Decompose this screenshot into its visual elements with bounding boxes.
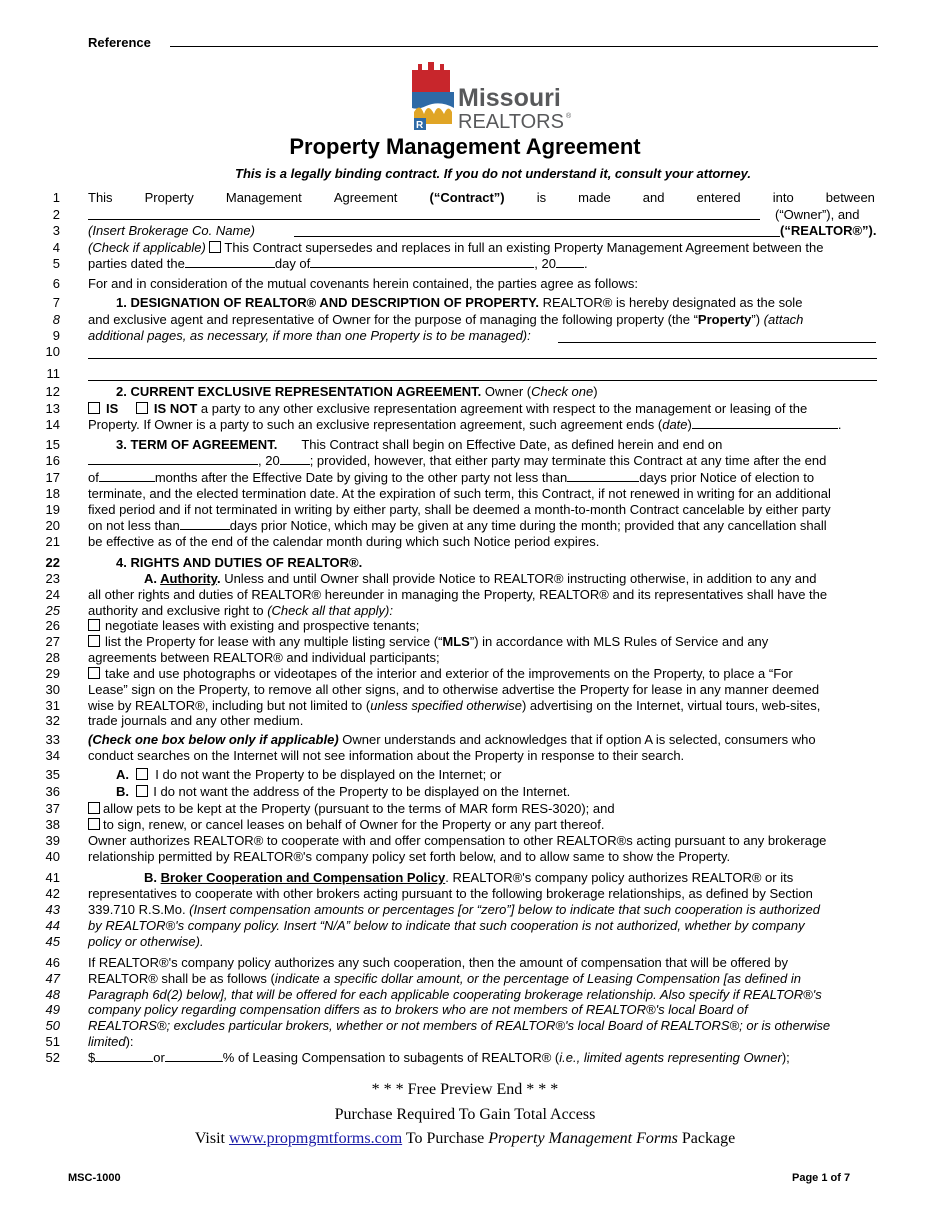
brokerage-name-field[interactable] bbox=[294, 222, 780, 237]
property-field-3[interactable] bbox=[88, 380, 877, 381]
line-50: REALTORS®; excludes particular brokers, whether or not members of REALTOR®'s local Board of REALTORS®; or is otherwise bbox=[88, 1018, 831, 1033]
logo-text-missouri: Missouri bbox=[458, 84, 561, 112]
purchase-required-notice: Purchase Required To Gain Total Access bbox=[334, 1106, 596, 1123]
line-34: conduct searches on the Internet will not see information about the Property in response to their search. bbox=[88, 748, 685, 763]
option-b-checkbox[interactable] bbox=[136, 785, 148, 797]
reference-label: Reference bbox=[88, 35, 151, 50]
dated-day-field[interactable] bbox=[185, 256, 275, 268]
line-7: 1. DESIGNATION OF REALTOR® AND DESCRIPTION OF PROPERTY. REALTOR® is hereby designated as the sole bbox=[116, 295, 803, 310]
negotiate-leases-checkbox[interactable] bbox=[88, 619, 100, 631]
line-19: fixed period and if not terminated in writing by either party, shall be deemed a month-to-month Contract cancelable by either party bbox=[88, 502, 831, 517]
brokerage-label: (Insert Brokerage Co. Name) bbox=[88, 223, 255, 238]
line-25: authority and exclusive right to (Check all that apply): bbox=[88, 603, 393, 618]
line-18: terminate, and the elected termination date. At the expiration of such term, this Contract, if not renewed in writing for an additional bbox=[88, 486, 831, 501]
line-16: , 20 ; provided, however, that either party may terminate this Contract at any time after the end bbox=[88, 453, 875, 469]
page-number: Page 1 of 7 bbox=[792, 1172, 851, 1184]
line-43: 339.710 R.S.Mo. (Insert compensation amounts or percentages [or “zero”] below to indicate that such cooperation is authorized bbox=[88, 902, 821, 917]
purchase-visit-line: Visit www.propmgmtforms.com To Purchase Property Management Forms Package bbox=[194, 1130, 736, 1147]
notice-days-field[interactable] bbox=[567, 470, 639, 482]
line-5: parties dated the day of , 20 . bbox=[88, 256, 588, 271]
line-33: (Check one box below only if applicable) Owner understands and acknowledges that if option A is selected, consumers who bbox=[88, 732, 816, 747]
line-12: 2. CURRENT EXCLUSIVE REPRESENTATION AGREEMENT. Owner (Check one) bbox=[116, 384, 598, 399]
dated-month-field[interactable] bbox=[310, 256, 534, 268]
line-51: limited): bbox=[88, 1034, 134, 1049]
property-field-1[interactable] bbox=[558, 342, 876, 343]
line-39: Owner authorizes REALTOR® to cooperate with and offer compensation to other REALTOR®s acting pursuant to any brokerage bbox=[88, 833, 827, 848]
supersede-checkbox[interactable] bbox=[209, 241, 221, 253]
owner-name-field[interactable] bbox=[88, 205, 760, 220]
line-38: to sign, renew, or cancel leases on behalf of Owner for the Property or any part thereof. bbox=[88, 817, 875, 833]
line-14: Property. If Owner is a party to such an exclusive representation agreement, such agreement ends (date) . bbox=[88, 417, 842, 432]
line-42: representatives to cooperate with other brokers acting pursuant to the following brokerage relationships, as defined by Section bbox=[88, 886, 813, 901]
line-28: agreements between REALTOR® and individual participants; bbox=[88, 650, 440, 665]
preview-end-notice: * * * Free Preview End * * * bbox=[371, 1081, 559, 1098]
is-not-checkbox[interactable] bbox=[136, 402, 148, 414]
line-24: all other rights and duties of REALTOR® hereunder in managing the Property, REALTOR® and its representatives shall have the bbox=[88, 587, 828, 602]
line-47: REALTOR® shall be as follows (indicate a specific dollar amount, or the percentage of Leasing Compensation [as defined in bbox=[88, 971, 801, 986]
line-49: company policy regarding compensation differs as to brokers who are not members of REALTOR®'s local Board of bbox=[88, 1002, 748, 1017]
line-26: negotiate leases with existing and prospective tenants; bbox=[88, 618, 875, 634]
line-8: and exclusive agent and representative of Owner for the purpose of managing the following property (the “Property”) (attach bbox=[88, 312, 804, 327]
line-29: take and use photographs or videotapes of the interior and exterior of the improvements on the Property, to place a “For bbox=[88, 666, 875, 682]
line-40: relationship permitted by REALTOR®'s company policy set forth below, and to allow same to show the Property. bbox=[88, 849, 731, 864]
months-field[interactable] bbox=[99, 470, 155, 482]
missouri-realtors-logo bbox=[410, 62, 580, 132]
line-17: of months after the Effective Date by giving to the other party not less than days prior Notice of election to bbox=[88, 470, 815, 485]
line-44: by REALTOR®'s company policy. Insert “N/A” below to indicate that such cooperation is not authorized, whether by company bbox=[88, 918, 805, 933]
document-subtitle: This is a legally binding contract. If you do not understand it, consult your attorney. bbox=[235, 166, 751, 181]
owner-label: (“Owner”), and bbox=[775, 207, 860, 222]
option-a-checkbox[interactable] bbox=[136, 768, 148, 780]
agreement-end-date-field[interactable] bbox=[692, 417, 838, 429]
term-end-year-field[interactable] bbox=[280, 453, 310, 465]
svg-text:R: R bbox=[416, 120, 424, 131]
line-52: $ or % of Leasing Compensation to subagents of REALTOR® (i.e., limited agents representing Owner); bbox=[88, 1050, 790, 1065]
line-15: 3. TERM OF AGREEMENT. This Contract shall begin on Effective Date, as defined herein and end on bbox=[116, 437, 723, 452]
property-field-2[interactable] bbox=[88, 358, 877, 359]
line-36: B. I do not want the address of the Property to be displayed on the Internet. bbox=[116, 784, 571, 799]
sign-leases-checkbox[interactable] bbox=[88, 818, 100, 830]
is-checkbox[interactable] bbox=[88, 402, 100, 414]
month-notice-days-field[interactable] bbox=[180, 518, 230, 530]
subagent-percent-field[interactable] bbox=[165, 1050, 223, 1062]
allow-pets-checkbox[interactable] bbox=[88, 802, 100, 814]
photographs-checkbox[interactable] bbox=[88, 667, 100, 679]
line-1: This Property Management Agreement (“Contract”) is made and entered into between bbox=[88, 190, 875, 205]
document-title: Property Management Agreement bbox=[289, 134, 641, 159]
line-21: be effective as of the end of the calendar month during which such Notice period expires. bbox=[88, 534, 600, 549]
line-37: allow pets to be kept at the Property (pursuant to the terms of MAR form RES-3020); and bbox=[88, 801, 875, 817]
line-31: wise by REALTOR®, including but not limited to (unless specified otherwise) advertising on the Internet, virtual tours, web-sites, bbox=[88, 698, 821, 713]
line-27: list the Property for lease with any multiple listing service (“MLS”) in accordance with MLS Rules of Service and any bbox=[88, 634, 875, 650]
dated-year-field[interactable] bbox=[556, 256, 584, 268]
line-45: policy or otherwise). bbox=[88, 934, 204, 949]
line-41: B. Broker Cooperation and Compensation Policy. REALTOR®'s company policy authorizes REALTOR® or its bbox=[144, 870, 794, 885]
subagent-dollar-field[interactable] bbox=[95, 1050, 153, 1062]
line-32: trade journals and any other medium. bbox=[88, 713, 304, 728]
propmgmtforms-link[interactable]: www.propmgmtforms.com bbox=[228, 1130, 403, 1147]
line-35: A. I do not want the Property to be displayed on the Internet; or bbox=[116, 767, 502, 782]
form-id: MSC-1000 bbox=[68, 1172, 121, 1184]
term-end-date-field[interactable] bbox=[88, 453, 258, 465]
realtor-label: (“REALTOR®”). bbox=[780, 223, 877, 238]
logo-text-realtors: REALTORS bbox=[458, 111, 564, 132]
line-22: 4. RIGHTS AND DUTIES OF REALTOR®. bbox=[116, 555, 363, 570]
line-6: For and in consideration of the mutual covenants herein contained, the parties agree as follows: bbox=[88, 276, 638, 291]
logo-text-mark: ® bbox=[566, 113, 572, 120]
line-4: (Check if applicable) This Contract supersedes and replaces in full an existing Property Management Agreement between the bbox=[88, 240, 824, 255]
line-23: A. Authority. Unless and until Owner shall provide Notice to REALTOR® instructing otherwise, in addition to any and bbox=[144, 571, 817, 586]
line-9: additional pages, as necessary, if more than one Property is to be managed): bbox=[88, 328, 531, 343]
line-46: If REALTOR®'s company policy authorizes any such cooperation, then the amount of compensation that will be offered by bbox=[88, 955, 789, 970]
line-30: Lease” sign on the Property, to remove all other signs, and to otherwise advertise the Property for lease in any manner deemed bbox=[88, 682, 820, 697]
line-48: Paragraph 6d(2) below], that will be offered for each applicable cooperating brokerage relationship. Also specify if REALTOR®'s bbox=[88, 987, 822, 1002]
reference-field[interactable] bbox=[170, 46, 878, 47]
list-mls-checkbox[interactable] bbox=[88, 635, 100, 647]
line-20: on not less than days prior Notice, which may be given at any time during the month; provided that any cancellation shall bbox=[88, 518, 827, 533]
line-13: IS IS NOT a party to any other exclusive representation agreement with respect to the management or leasing of the bbox=[88, 401, 875, 417]
